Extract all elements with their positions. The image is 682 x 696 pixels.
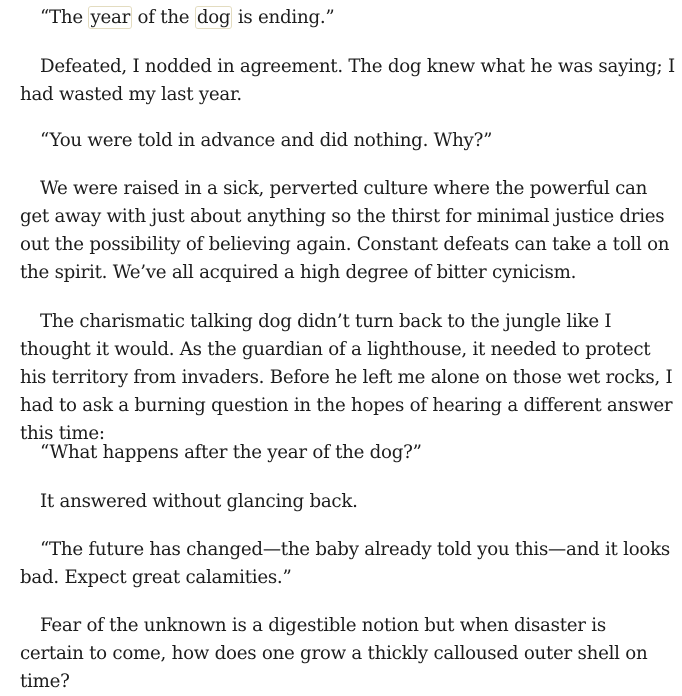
paragraph-1 bbox=[20, 4, 675, 32]
paragraph-4: We were raised in a sick, perverted culture where the powerful can get away with just about anything so the thirst for minimal justice dries out the possibility of believing again. Constant defeats can take a toll on the spirit. We’ve all acquired a high degree of bitter cynicism. bbox=[20, 178, 670, 283]
text-run: of the bbox=[132, 7, 195, 28]
paragraph-8: “The future has changed—the baby already told you this—and it looks bad. Expect great calamities.” bbox=[20, 539, 670, 588]
paragraph-3: “You were told in advance and did nothing. Why?” bbox=[40, 130, 493, 151]
paragraph-2: Defeated, I nodded in agreement. The dog knew what he was saying; I had wasted my last year. bbox=[20, 56, 675, 105]
text-run: “The bbox=[40, 7, 89, 28]
highlighted-word-year[interactable]: year bbox=[90, 7, 131, 28]
paragraph-7: It answered without glancing back. bbox=[40, 491, 358, 512]
paragraph-5: The charismatic talking dog didn’t turn back to the jungle like I thought it would. As the guardian of a lighthouse, it needed to protect his territory from invaders. Before he left me alone on those wet rocks, I had to ask a burning question in the hopes of hearing a different answer this time: bbox=[20, 311, 673, 444]
highlighted-word-dog[interactable]: dog bbox=[196, 7, 231, 28]
paragraph-9: Fear of the unknown is a digestible notion but when disaster is certain to come, how does one grow a thickly calloused outer shell on time? bbox=[20, 615, 648, 692]
text-run: is ending.” bbox=[232, 7, 335, 28]
paragraph-6: “What happens after the year of the dog?” bbox=[40, 442, 422, 463]
